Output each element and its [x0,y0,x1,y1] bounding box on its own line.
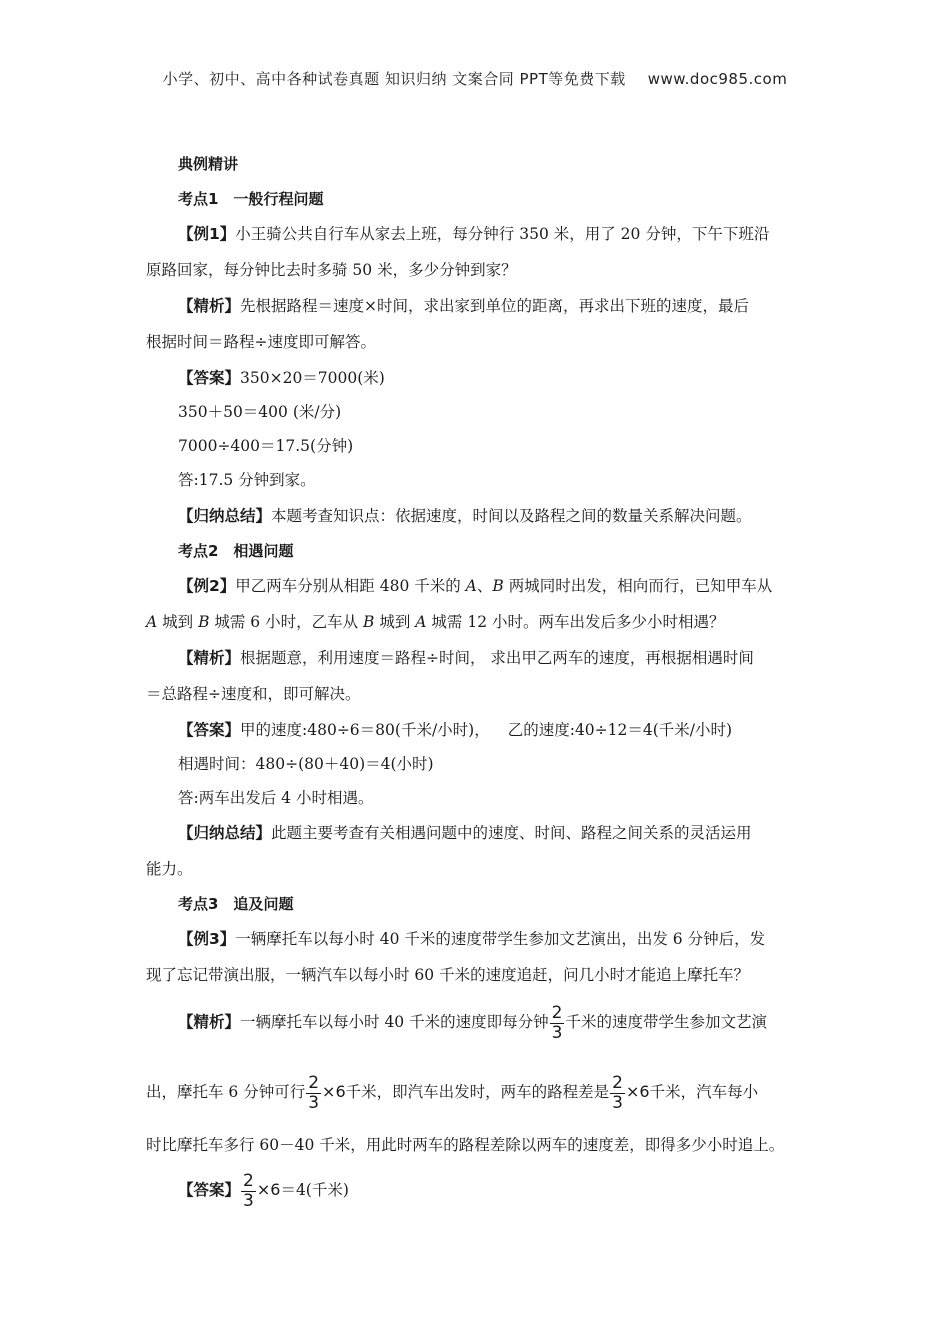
analysis-3-line-3: 时比摩托车多行 60－40 千米，用此时两车的路程差除以两车的速度差，即得多少小时追上。 [146,1136,785,1154]
answer-text: ＝4(千米) [280,1181,349,1199]
topic-1-title: 考点1 一般行程问题 [178,190,324,208]
answer-2-line-2: 相遇时间：480÷(80＋40)＝4(小时) [178,755,434,773]
analysis-tag: 【精析】 [178,649,241,667]
fraction-denominator: 3 [243,1190,254,1211]
example-2-line-1 [178,575,858,597]
example-text: 小王骑公共自行车从家去上班，每分钟行 350 米，用了 20 分钟，下午下班沿 [235,225,770,243]
example-text: 甲乙两车分别从相距 480 千米的 [235,577,466,595]
example-3-line-2: 现了忘记带演出服，一辆汽车以每小时 60 千米的速度追赶，问几小时才能追上摩托车？ [146,966,750,984]
analysis-text: 根据题意，利用速度＝路程÷时间， 求出甲乙两车的速度，再根据相遇时间 [240,649,754,667]
times-six: ×6 [322,1082,346,1101]
analysis-2-line-2: ＝总路程÷速度和，即可解决。 [146,685,361,703]
example-tag: 【例2】 [178,577,236,595]
summary-2-line-1 [178,822,858,844]
topic-2-title: 考点2 相遇问题 [178,542,294,560]
summary-tag: 【归纳总结】 [178,507,272,525]
city-b: B [363,613,375,631]
fraction-denominator: 3 [612,1092,623,1113]
analysis-text: 千米，汽车每小 [649,1083,759,1101]
example-tag: 【例3】 [178,930,236,948]
analysis-text: 一辆摩托车以每小时 40 千米的速度即每分钟 [240,1013,549,1031]
fraction-numerator: 2 [612,1072,623,1093]
summary-text: 此题主要考查有关相遇问题中的速度、时间、路程之间关系的灵活运用 [271,824,752,842]
answer-1-line-1 [178,367,858,389]
example-tag: 【例1】 [178,225,236,243]
answer-text: 甲的速度:480÷6＝80(千米/小时)， [240,721,490,739]
answer-tag: 【答案】 [178,1181,241,1199]
fraction-denominator: 3 [551,1022,563,1043]
fraction-two-thirds [241,1172,256,1211]
analysis-text: 千米，即汽车出发时，两车的路程差是 [345,1083,610,1101]
answer-1-line-3: 7000÷400＝17.5(分钟) [178,437,354,455]
example-text: 城到 [374,613,416,631]
fraction-numerator: 2 [551,1002,563,1023]
answer-tag: 【答案】 [178,369,241,387]
example-2-line-2 [146,611,826,633]
header-text: 小学、初中、高中各种试卷真题 知识归纳 文案合同 PPT等免费下载 [162,70,626,88]
summary-2-line-2: 能力。 [146,860,193,878]
answer-text: 乙的速度:40÷12＝4(千米/小时) [507,721,733,739]
example-1-line-1 [178,223,858,245]
answer-2-line-1 [178,719,858,741]
analysis-text: 先根据路程＝速度×时间，求出家到单位的距离，再求出下班的速度，最后 [240,297,750,315]
city-a: A [415,613,427,631]
fraction-denominator: 3 [308,1092,320,1113]
times-six: ×6 [256,1180,281,1199]
answer-1-line-4: 答:17.5 分钟到家。 [178,471,316,489]
fraction-two-thirds [306,1074,321,1113]
times-six: ×6 [625,1082,650,1101]
summary-1 [178,505,858,527]
example-text: 城需 6 小时，乙车从 [209,613,364,631]
answer-2-line-3: 答:两车出发后 4 小时相遇。 [178,789,374,807]
example-text: 城需 12 小时。两车出发后多少小时相遇？ [426,613,725,631]
fraction-numerator: 2 [308,1072,320,1093]
summary-tag: 【归纳总结】 [178,824,272,842]
analysis-2-line-1 [178,647,858,669]
section-title: 典例精讲 [178,155,239,173]
example-text: 两城同时出发，相向而行，已知甲车从 [503,577,773,595]
summary-text: 本题考查知识点：依据速度，时间以及路程之间的数量关系解决问题。 [271,507,752,525]
example-1-line-2: 原路回家，每分钟比去时多骑 50 米，多少分钟到家？ [146,261,517,279]
analysis-text: 千米的速度带学生参加文艺演 [565,1013,767,1031]
example-3-line-1 [178,928,858,950]
analysis-3-line-2 [146,1070,826,1114]
example-text: 城到 [157,613,199,631]
example-text: 一辆摩托车以每小时 40 千米的速度带学生参加文艺演出，出发 6 分钟后，发 [235,930,766,948]
fraction-numerator: 2 [243,1170,254,1191]
city-a: A [146,613,158,631]
page-header [0,68,950,89]
answer-tag: 【答案】 [178,721,241,739]
city-b: B [198,613,210,631]
city-a: A [465,577,477,595]
example-text: 、 [476,577,493,595]
analysis-tag: 【精析】 [178,297,241,315]
city-b: B [492,577,504,595]
fraction-two-thirds [550,1004,565,1043]
answer-3-line-1 [178,1168,858,1212]
fraction-two-thirds [610,1074,625,1113]
analysis-text: 出，摩托车 6 分钟可行 [146,1083,306,1101]
analysis-1-line-2: 根据时间＝路程÷速度即可解答。 [146,333,376,351]
answer-1-line-2: 350＋50＝400 (米/分) [178,403,342,421]
header-site-link[interactable]: www.doc985.com [647,70,788,88]
analysis-3-line-1 [178,1000,858,1044]
analysis-tag: 【精析】 [178,1013,241,1031]
topic-3-title: 考点3 追及问题 [178,895,294,913]
answer-text: 350×20＝7000(米) [240,369,385,387]
analysis-1-line-1 [178,295,858,317]
